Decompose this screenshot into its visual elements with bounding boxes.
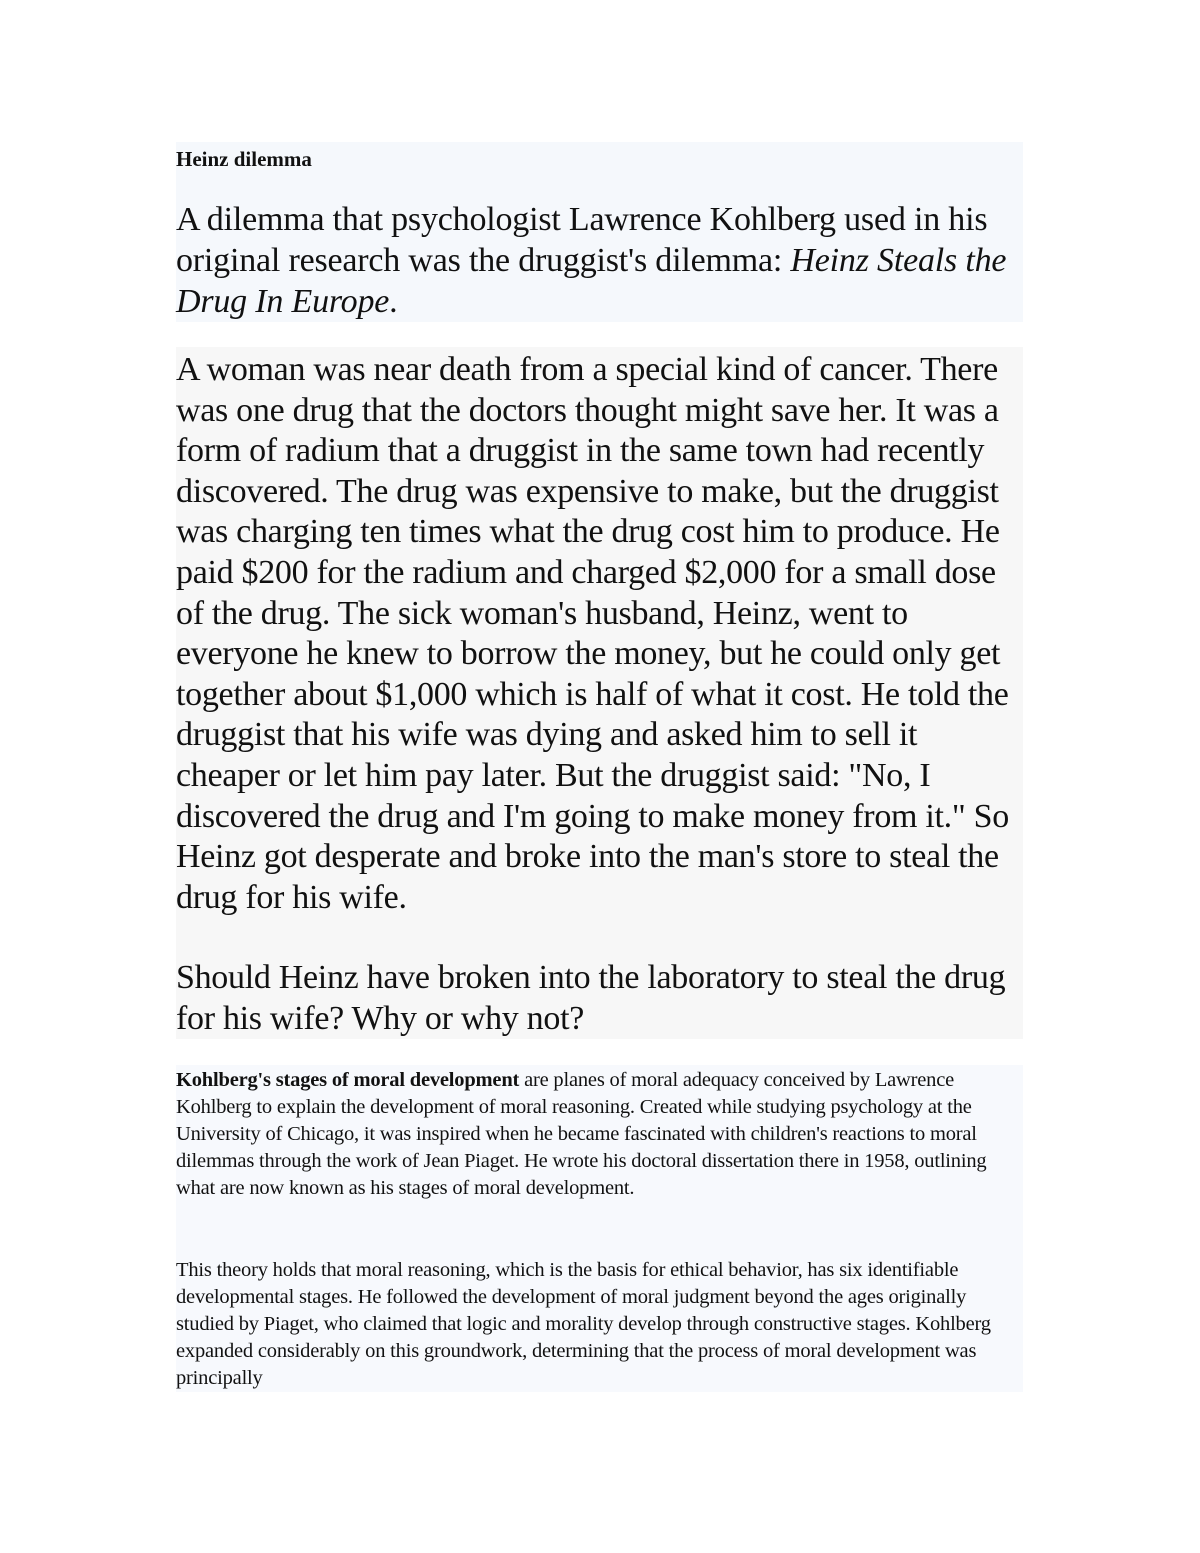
dilemma-question: Should Heinz have broken into the laboratory to steal the drug for his wife? Why or why not? [176, 959, 1006, 1037]
theory-term: Kohlberg's stages of moral development [176, 1069, 520, 1091]
theory-paragraph-2: This theory holds that moral reasoning, which is the basis for ethical behavior, has six identifiable developmental stages. He followed the development of moral judgment beyond the ages originally studied by Piaget, who claimed that logic and morality develop through constructive stages. Kohlberg expanded considerably on this groundwork, determining that the process of moral development was principally [176, 1259, 991, 1389]
intro-paragraph [176, 199, 1021, 322]
theory-paragraph-1 [176, 1067, 1016, 1202]
dilemma-story: A woman was near death from a special kind of cancer. There was one drug that the doctors thought might save her. It was a form of radium that a druggist in the same town had recently discovered. The drug was expensive to make, but the druggist was charging ten times what the drug cost him to produce. He paid $200 for the radium and charged $2,000 for a small dose of the drug. The sick woman's husband, Heinz, went to everyone he knew to borrow the money, but he could only get together about $1,000 which is half of what it cost. He told the druggist that his wife was dying and asked him to sell it cheaper or let him pay later. But the druggist said: "No, I discovered the drug and I'm going to make money from it." So Heinz got desperate and broke into the man's store to steal the drug for his wife. [176, 351, 1009, 916]
intro-end: . [389, 283, 398, 320]
theory-definition: are planes of moral adequacy conceived by Lawrence Kohlberg to explain the development of moral reasoning. Created while studying psychology at the University of Chicago, it was inspired when he became fascinated with children's reactions to moral dilemmas through the work of Jean Piaget. He wrote his doctoral dissertation there in 1958, outlining what are now known as his stages of moral development. [176, 1069, 987, 1199]
intro-emphasis: Heinz Steals the Drug In Europe [176, 242, 1007, 320]
page-title: Heinz dilemma [176, 147, 312, 171]
intro-text: A dilemma that psychologist Lawrence Kohlberg used in his original research was the druggist's dilemma: [176, 201, 988, 279]
